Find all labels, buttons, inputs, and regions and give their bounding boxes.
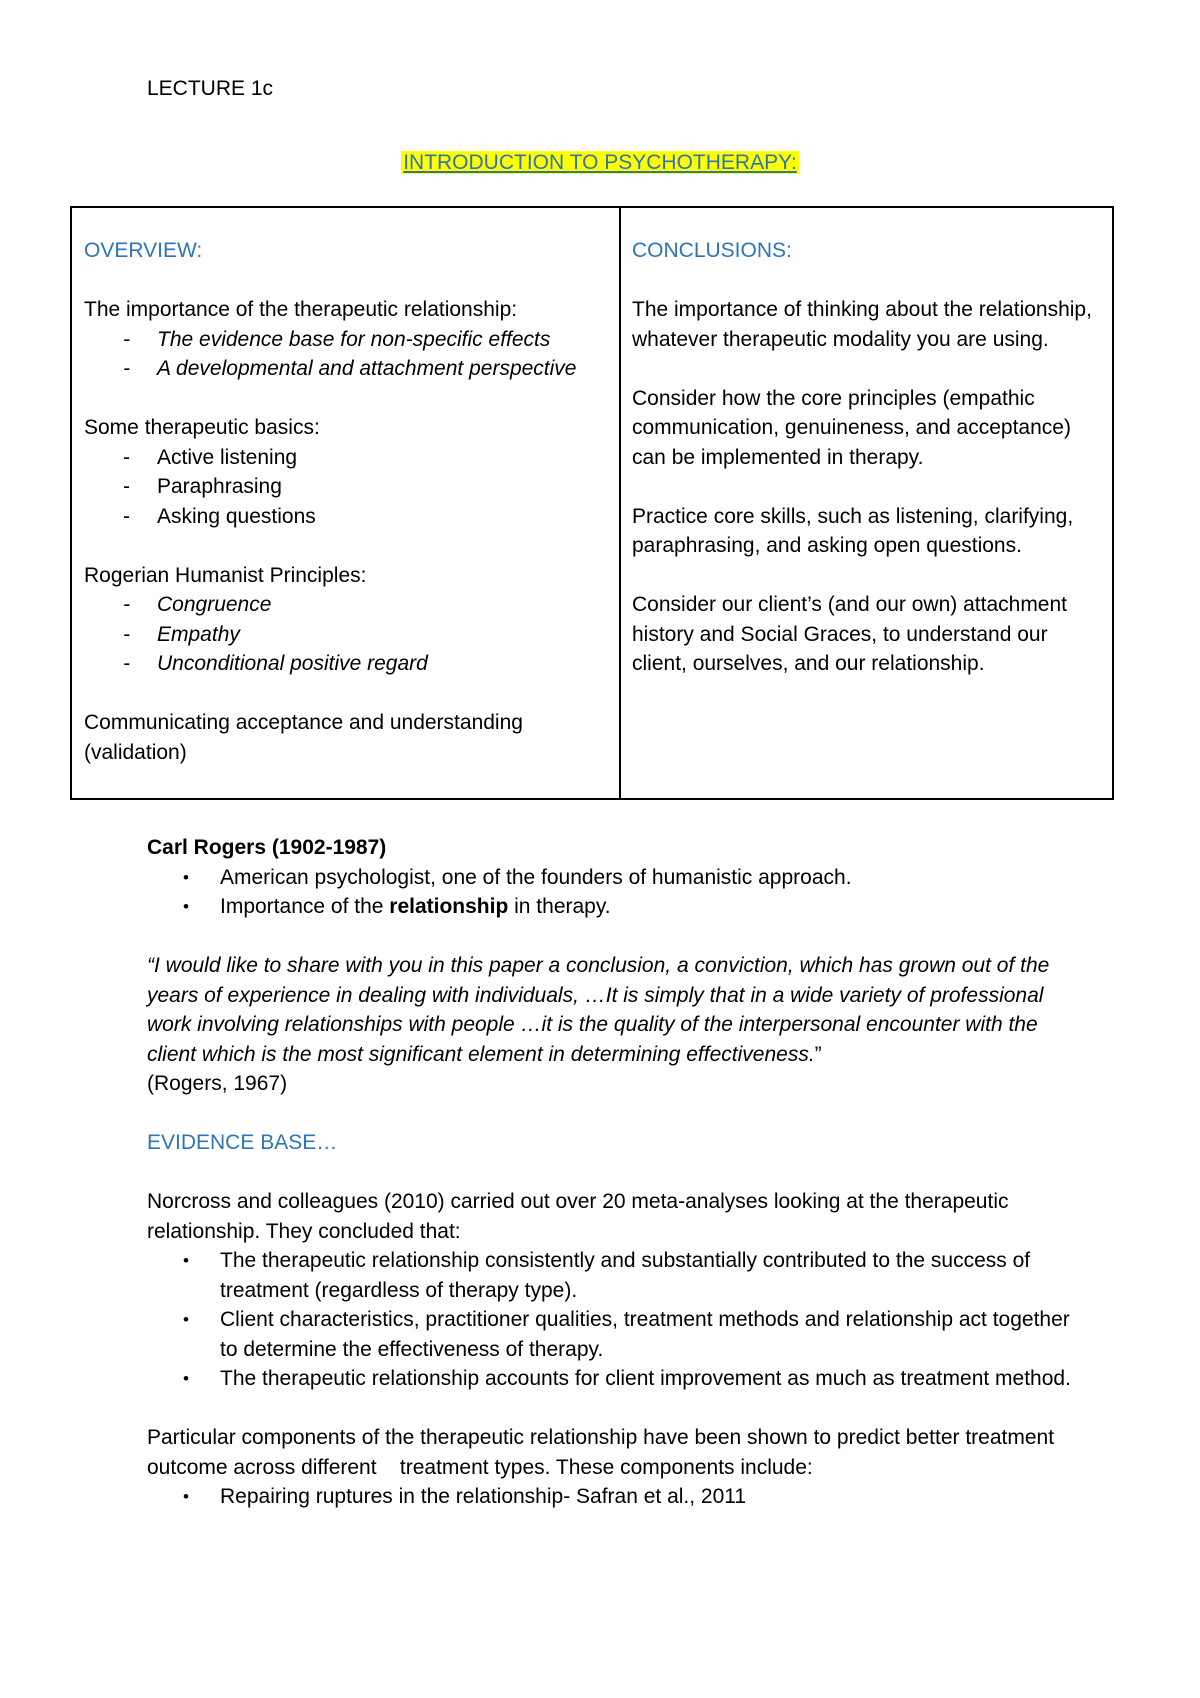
rogers-list [147, 863, 1077, 922]
list-item: - The evidence base for non-specific effects [84, 325, 609, 355]
lecture-label: LECTURE 1c [147, 77, 274, 100]
overview-list [84, 325, 609, 384]
evidence-intro: Norcross and colleagues (2010) carried out over 20 meta-analyses looking at the therapeutic relationship. They concluded that: [147, 1190, 1009, 1243]
conclusion-paragraph: Practice core skills, such as listening, clarifying, paraphrasing, and asking open questions. [632, 504, 1074, 557]
document-body [147, 833, 1077, 1512]
list-item: - A developmental and attachment perspective [84, 354, 609, 384]
overview-section-text: Communicating acceptance and understanding (validation) [84, 711, 523, 764]
conclusions-cell [621, 208, 1112, 798]
conclusion-paragraph: Consider how the core principles (empathic communication, genuineness, and acceptance) can be implemented in therapy. [632, 386, 1071, 469]
overview-list [84, 443, 609, 532]
overview-section-title: The importance of the therapeutic relationship: [84, 298, 518, 321]
list-item: - Paraphrasing [84, 472, 609, 502]
evidence-list [147, 1246, 1077, 1394]
overview-list [84, 590, 609, 679]
overview-cell [72, 208, 621, 798]
list-item: - Asking questions [84, 502, 609, 532]
list-item: • Client characteristics, practitioner qualities, treatment methods and relationship act together to determine the effectiveness of therapy. [147, 1305, 1077, 1364]
overview-section-title: Rogerian Humanist Principles: [84, 563, 367, 587]
list-item: • The therapeutic relationship consistently and substantially contributed to the success of treatment (regardless of therapy type). [147, 1246, 1077, 1305]
components-intro: Particular components of the therapeutic relationship have been shown to predict better treatment outcome across different treatment types. These components include: [147, 1426, 1060, 1479]
list-item: • Importance of the relationship in therapy. [147, 892, 1077, 922]
list-item: • Repairing ruptures in the relationship- Safran et al., 2011 [147, 1482, 1077, 1512]
components-list [147, 1482, 1077, 1512]
overview-heading: OVERVIEW: [84, 239, 203, 262]
list-item: • American psychologist, one of the founders of humanistic approach. [147, 863, 1077, 893]
list-item: - Empathy [84, 620, 609, 650]
list-item: - Active listening [84, 443, 609, 473]
conclusions-heading: CONCLUSIONS: [632, 239, 792, 262]
rogers-heading: Carl Rogers (1902-1987) [147, 836, 387, 859]
rogers-quote: “I would like to share with you in this paper a conclusion, a conviction, which has grown out of the years of experience in dealing with individuals, …It is simply that in a wide variety of professional work involving relationships with people …it is the quality of the interpersonal encounter with the client which is the most significant element in determining effectiveness.” [147, 954, 1050, 1066]
overview-section-title: Some therapeutic basics: [84, 416, 320, 439]
conclusion-paragraph: The importance of thinking about the relationship, whatever therapeutic modality you are using. [632, 298, 1092, 351]
emphasis-text: relationship [389, 895, 509, 918]
summary-table [70, 206, 1114, 800]
page-title: INTRODUCTION TO PSYCHOTHERAPY: [403, 151, 797, 174]
list-item: • The therapeutic relationship accounts for client improvement as much as treatment method. [147, 1364, 1077, 1394]
conclusion-paragraph: Consider our client’s (and our own) attachment history and Social Graces, to understand our client, ourselves, and our relationship. [632, 593, 1068, 675]
quote-citation: (Rogers, 1967) [147, 1072, 288, 1095]
title-container [0, 148, 1200, 178]
list-item: - Unconditional positive regard [84, 649, 609, 679]
evidence-heading: EVIDENCE BASE… [147, 1131, 338, 1154]
list-item: - Congruence [84, 590, 609, 620]
